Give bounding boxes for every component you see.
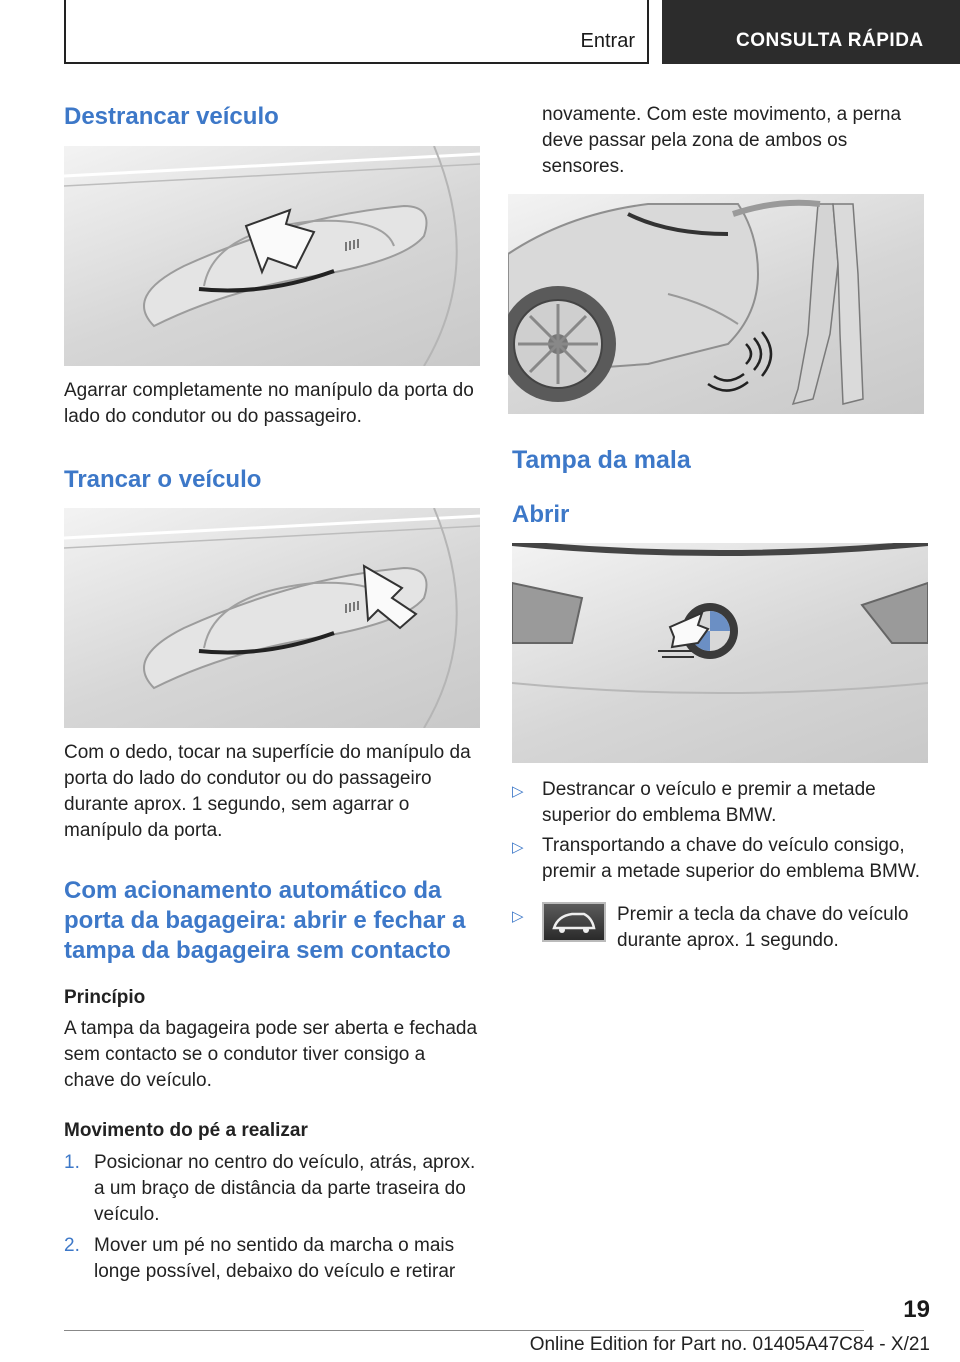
key-bullet-text: Premir a tecla da chave do veículo durante aprox. 1 segundo. [617, 904, 909, 951]
tailgate-key-button-icon [542, 902, 606, 942]
door-handle-touch-illustration [64, 508, 480, 728]
step-number: 1. [64, 1152, 80, 1173]
continuation-text: novamente. Com este movimento, a perna deve passar pela zona de ambos os sensores. [542, 104, 902, 177]
door-handle-grab-illustration [64, 146, 480, 366]
auto-tailgate-heading: Com acionamento automático da porta da bagageira: abrir e fechar a tampa da bagageira sem contacto [64, 877, 466, 964]
step-text: Mover um pé no sentido da marcha o mais longe possível, debaixo do veículo e retirar [94, 1235, 456, 1282]
list-item [64, 1150, 480, 1228]
list-item [512, 833, 928, 885]
bullet-triangle-icon: ▷ [512, 783, 524, 800]
trunk-emblem-illustration [512, 543, 928, 763]
lock-text: Com o dedo, tocar na superfície do manípulo da porta do lado do condutor ou do passageiro durante aprox. 1 segundo, sem agarrar o manípulo da porta. [64, 742, 471, 841]
header-section-label: Entrar [580, 30, 635, 52]
bullet-text: Destrancar o veículo e premir a metade superior do emblema BMW. [542, 779, 876, 826]
page-number: 19 [903, 1296, 930, 1323]
foot-gesture-illustration [508, 194, 924, 414]
bullet-triangle-icon: ▷ [512, 839, 524, 856]
list-item [512, 777, 928, 829]
header-section-box [64, 0, 649, 64]
list-item [512, 902, 928, 954]
list-item [64, 1233, 480, 1285]
principle-label: Princípio [64, 987, 146, 1008]
bullet-triangle-icon: ▷ [512, 908, 524, 925]
step-text: Posicionar no centro do veículo, atrás, aprox. a um braço de distância da parte traseira do veículo. [94, 1152, 476, 1225]
footer-divider [64, 1330, 864, 1331]
trunk-heading: Tampa da mala [512, 446, 691, 474]
unlock-text: Agarrar completamente no manípulo da porta do lado do condutor ou do passageiro. [64, 380, 474, 427]
step-number: 2. [64, 1235, 80, 1256]
footer-edition: Online Edition for Part no. 01405A47C84 - X/21 [529, 1334, 930, 1355]
open-heading: Abrir [512, 501, 570, 528]
header-chapter-tab[interactable]: CONSULTA RÁPIDA [662, 0, 960, 64]
bullet-text: Transportando a chave do veículo consigo, premir a metade superior do emblema BMW. [542, 835, 921, 882]
movement-label: Movimento do pé a realizar [64, 1120, 308, 1141]
unlock-heading: Destrancar veículo [64, 103, 279, 130]
lock-heading: Trancar o veículo [64, 466, 262, 493]
principle-text: A tampa da bagageira pode ser aberta e fechada sem contacto se o condutor tiver consigo a chave do veículo. [64, 1018, 478, 1091]
